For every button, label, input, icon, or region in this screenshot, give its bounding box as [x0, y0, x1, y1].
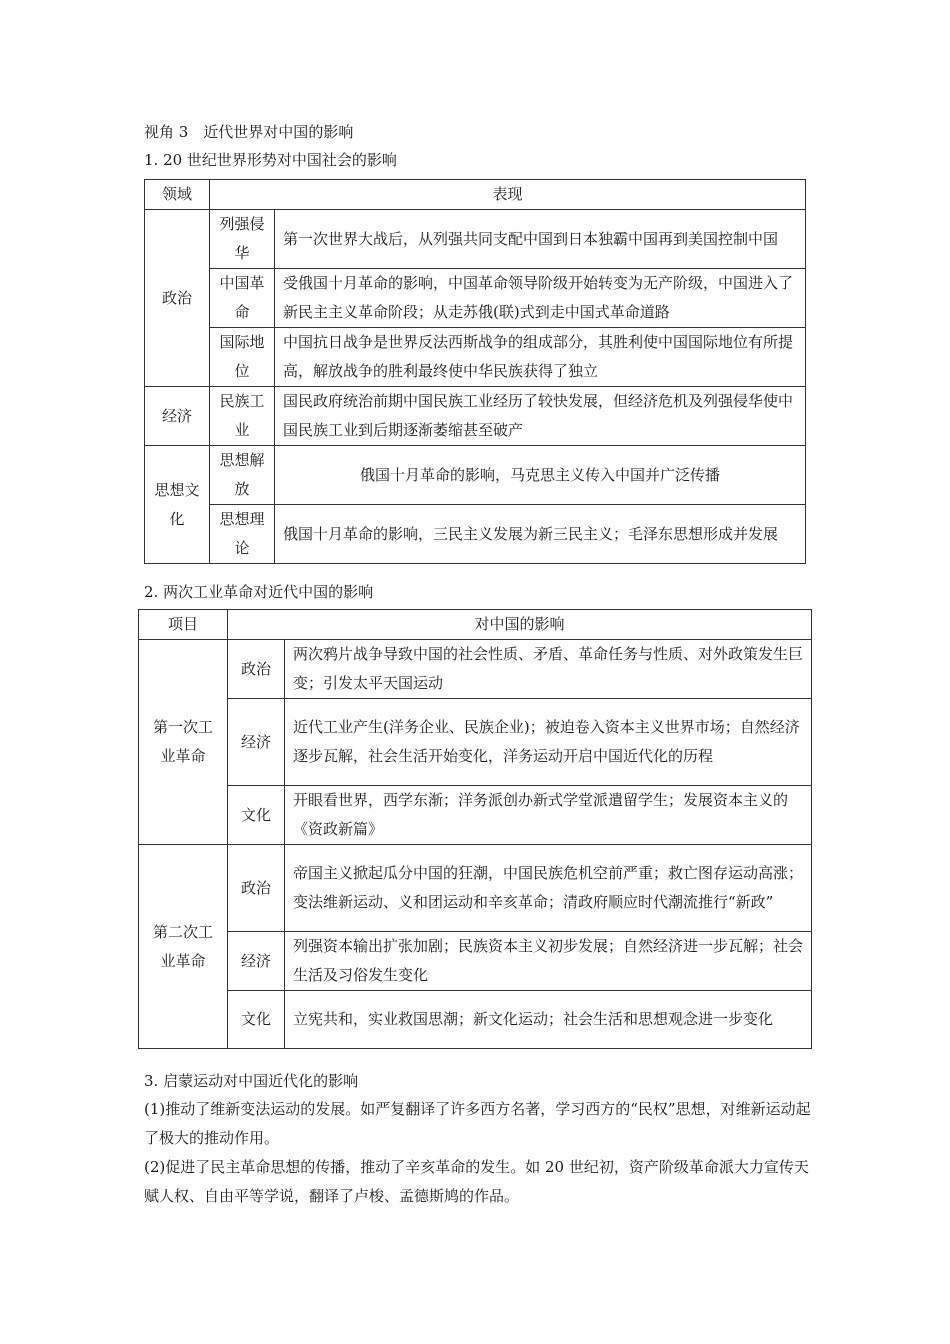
group-second-revolution: 第二次工业革命 — [139, 845, 228, 1049]
section-title: 视角 3 近代世界对中国的影响 — [144, 123, 354, 141]
header-item: 项目 — [139, 610, 228, 640]
row-content: 俄国十月革命的影响，三民主义发展为新三民主义；毛泽东思想形成并发展 — [275, 505, 806, 564]
header-field: 领域 — [145, 180, 210, 210]
section3-title: 3. 启蒙运动对中国近代化的影响 — [144, 1072, 359, 1090]
row-label: 文化 — [228, 991, 285, 1049]
group-thought-culture: 思想文化 — [145, 446, 210, 564]
row-content: 俄国十月革命的影响，马克思主义传入中国并广泛传播 — [275, 446, 806, 505]
row-label: 经济 — [228, 932, 285, 991]
paragraph-2: (2)促进了民主革命思想的传播，推动了辛亥革命的发生。如 20 世纪初，资产阶级革命派大力宣传天赋人权、自由平等学说，翻译了卢梭、孟德斯鸠的作品。 — [144, 1158, 809, 1205]
row-content: 开眼看世界，西学东渐；洋务派创办新式学堂派遣留学生；发展资本主义的《资政新篇》 — [285, 786, 812, 845]
group-first-revolution: 第一次工业革命 — [139, 640, 228, 845]
row-content: 两次鸦片战争导致中国的社会性质、矛盾、革命任务与性质、对外政策发生巨变；引发太平天国运动 — [285, 640, 812, 699]
table-industrial-revolutions — [138, 609, 812, 1049]
row-content: 帝国主义掀起瓜分中国的狂潮，中国民族危机空前严重；救亡图存运动高涨；变法维新运动、义和团运动和辛亥革命；清政府顺应时代潮流推行“新政” — [285, 845, 812, 932]
row-content: 立宪共和，实业救国思潮；新文化运动；社会生活和思想观念进一步变化 — [285, 991, 812, 1049]
row-content: 近代工业产生(洋务企业、民族企业)；被迫卷入资本主义世界市场；自然经济逐步瓦解，社会生活开始变化，洋务运动开启中国近代化的历程 — [285, 699, 812, 786]
row-label: 国际地位 — [210, 328, 275, 387]
header-impact: 对中国的影响 — [228, 610, 812, 640]
row-content: 受俄国十月革命的影响，中国革命领导阶级开始转变为无产阶级，中国进入了新民主主义革命阶段；从走苏俄(联)式到走中国式革命道路 — [275, 269, 806, 328]
table2-title: 2. 两次工业革命对近代中国的影响 — [144, 583, 374, 601]
row-label: 思想理论 — [210, 505, 275, 564]
table-world-situation — [144, 179, 806, 564]
row-label: 思想解放 — [210, 446, 275, 505]
row-label: 政治 — [228, 845, 285, 932]
paragraph-1: (1)推动了维新变法运动的发展。如严复翻译了许多西方名著，学习西方的“民权”思想，对维新运动起了极大的推动作用。 — [144, 1100, 811, 1147]
row-content: 第一次世界大战后，从列强共同支配中国到日本独霸中国再到美国控制中国 — [275, 210, 806, 269]
group-economy: 经济 — [145, 387, 210, 446]
row-label: 文化 — [228, 786, 285, 845]
row-label: 列强侵华 — [210, 210, 275, 269]
row-label: 中国革命 — [210, 269, 275, 328]
row-label: 政治 — [228, 640, 285, 699]
row-content: 中国抗日战争是世界反法西斯战争的组成部分，其胜利使中国国际地位有所提高，解放战争的胜利最终使中华民族获得了独立 — [275, 328, 806, 387]
row-label: 民族工业 — [210, 387, 275, 446]
row-label: 经济 — [228, 699, 285, 786]
row-content: 国民政府统治前期中国民族工业经历了较快发展，但经济危机及列强侵华使中国民族工业到后期逐渐萎缩甚至破产 — [275, 387, 806, 446]
table1-title: 1. 20 世纪世界形势对中国社会的影响 — [144, 151, 397, 169]
row-content: 列强资本输出扩张加剧；民族资本主义初步发展；自然经济进一步瓦解；社会生活及习俗发生变化 — [285, 932, 812, 991]
group-politics: 政治 — [145, 210, 210, 387]
header-manifestation: 表现 — [210, 180, 806, 210]
